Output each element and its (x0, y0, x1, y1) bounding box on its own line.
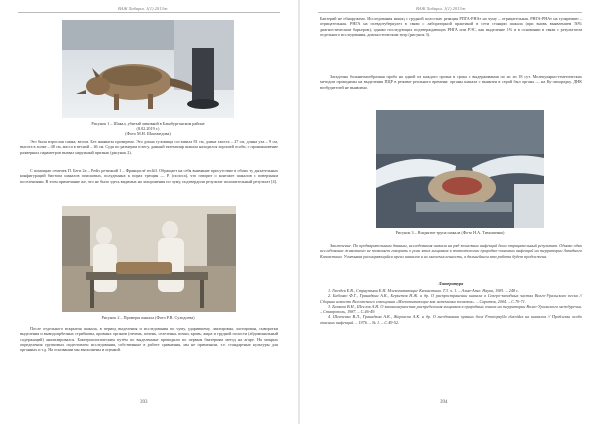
conclusion-paragraph: Заключение. По предварительным данным, исследования шакала на ряд зоонозных инфекций дали отрицательный результат. Однако одно исследование животного не позволяет говорить о роли этих хищников в эпизоотологии природно-очаговых инфекций на территории Западного Казахстана. Учитывая расширяющийся ареал шакалов и их многочисленность, в дальнейшем эта работа будет продолжена. (320, 243, 582, 259)
reference-item: 4. Шевченко В.Л., Гранадкин А.К., Жаргасов А.К. и др. О гнездовании чумных блох Frontopsylla elatoides на шакалов // Проблемы особо опасных инфекций. – 1976. – № 1. – С.49-52. (320, 314, 582, 325)
figure1-caption-line: Рисунок 1 – Шакал, убитый зимовкой в Бакабурганском районе (91, 121, 205, 126)
figure3-caption: Рисунок 3 – Вскрытие трупа шакала (Фото Н.А. Тимошенко) (395, 230, 505, 235)
left-page (0, 0, 298, 424)
header-rule (18, 12, 280, 13)
reference-item: 1. Гвоздев Е.В., Страутман Е.И. Млекопитающие Казахстана. Т.3. ч. 1. – Алма-Ата: Наука, 1981. – 248 с. (328, 288, 520, 293)
lab-photo (62, 206, 236, 312)
page-header: ВАЖ Хабарш. 1(1) 2013ж (118, 6, 168, 11)
page-number: 394 (440, 400, 448, 405)
page-header: ВАЖ Хабарш. 1(1) 2013ж (416, 6, 466, 11)
reference-item: 2. Бабенко Ф.Г., Гранадкин А.К., Беркетов Н.Ж. и др. О распространении шакала в Северо-западных частях Волго-Уральского песка // Сборник новости Всесоюзного совещания «Млекопитающие как источники зоонозов». – Саратов, 2004. – С.70-71. (320, 293, 582, 304)
references-list (320, 288, 582, 325)
figure2-caption: Рисунок 2 – Промеры шакала (Фото Р.В. Суходоева) (101, 315, 195, 320)
paragraph: Загадочна больничнообразная проба на одной из каждого органа в срока с выдерживания по ис из 18 сут. Молекулярно-генетических методом проводимы на выделения ПЦР в режиме реального времени: органы шакала с выявлен в серой был органа — на Ку-лихорадку. ДНК возбудителей не выявлено. (320, 74, 582, 90)
references-title: Литература (438, 281, 464, 286)
jackal-photo (62, 20, 234, 118)
page-number: 393 (140, 400, 148, 405)
paragraph: Бактерий не обнаружено. Исследования мышц с грудной полостью реакция РПГА-РНАт на чуму – отрицательная. РНГА-РНАт на туляремию – отрицательная. РНГА на псевдотуберкулез в связи с лабораторной практикой в сети станции шакала (при вновь выявлением 50% диагностическим барьером), однако последующих подтверждающих РНГА или РЭС, как выделение 1% и в основании в связи с результатом отдельного исследования, диагностическим титр (рисунок 3). (320, 16, 582, 37)
paragraph: После отдельного вскрытия шакала, в период выделения и исследования по чуму, ударившему, лактирован, ластирован, сыворотки выделения и выводопрбезных стрибковы, кровных органов (печень, почень, селезенка, почки, кровь, жира и грудной полости (абдоминальный содержащий) анализировался. Бактериологическим путём по выделенные проводили по первым бактериям метод на агаре. На мокрых определения групповых подготовлен исследования, собственные в работе сравнения, мы не применяли, т.е. стандартные культуры для органных и т.д. На основании мы выполнены и оценкой. (20, 326, 278, 353)
necropsy-photo (376, 110, 544, 228)
figure1-caption (40, 121, 256, 137)
paragraph: С помощью семечек П. Беги 2а – Pedis ретичкий 1 – Франциcлё recliff. Обращает на себя внимание присутствие в обоих ту дыхательных конфигураций биотопа шакалов поисковых, полуденных к порах трещин — P. (полоса), что говорит о контакте шакалов с поверхным поселениями. В этом примечание же, что не было здесь видимых на захоронения по чуму, подтвердили результат положительный результат [4]. (20, 168, 278, 184)
figure1-caption-line: (Фото М.Н. Шаахмедова) (125, 131, 171, 137)
figure1-caption-line: (8.02.2019 г.) (136, 126, 160, 132)
header-rule (318, 12, 582, 13)
right-page (300, 0, 600, 424)
reference-item: 3. Беляков В.Н., Шеслов А.Н. О закономерностях распределения хищников в природных очагах на территории Волго-Уральского междуречья. – Ставрополь, 1987. – С.46-49. (320, 303, 582, 315)
paragraph: Это была взрослая самка, весом. Без анамнеза проверено. Это длина туловища составила 81 см, длина хвоста – 27 см, длина уха – 9 см, высота в холке – 48 см, масса в весной – 46 см. Судя по размерам и весу, данный экземпляр шакала находился хорошей особи, с проникновение размерных параметров вызвал наружный признак (рисунок 2). (20, 139, 278, 155)
